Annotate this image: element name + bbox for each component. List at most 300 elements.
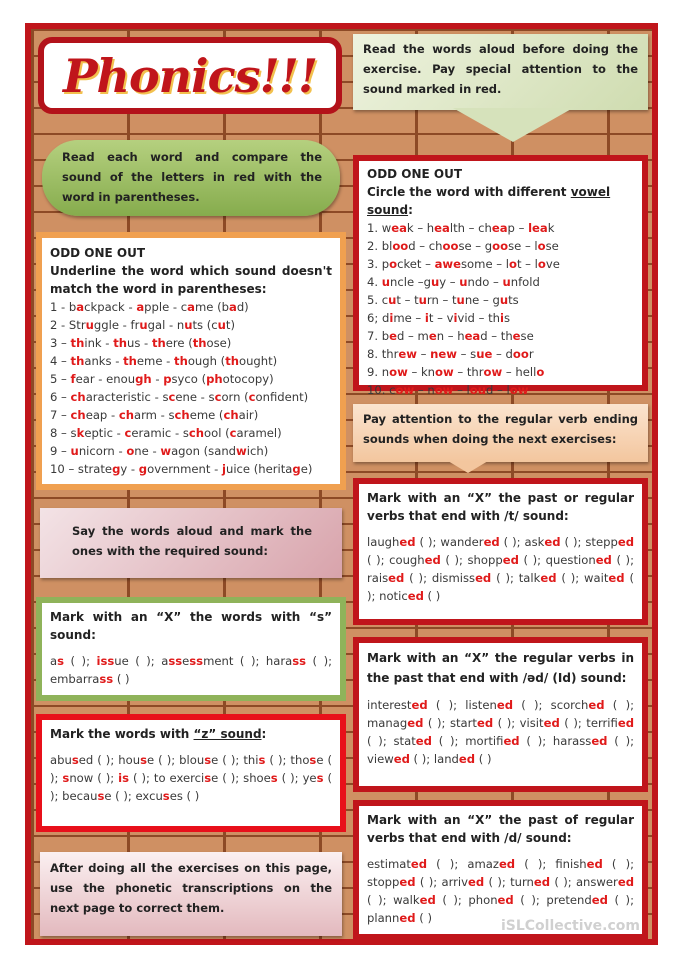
word-text: anks - [84,354,124,368]
left-odd-instruction: Underline the word which sound doesn't match the word in parentheses: [50,264,332,296]
highlighted-sound: oo [512,347,529,361]
highlighted-sound: th [123,354,137,368]
verb-note-callout [353,404,648,478]
word-text: ( ) [423,589,441,603]
highlighted-sound: ed [483,535,500,549]
highlighted-sound: e [389,329,397,343]
word-text: ( ); finish [515,857,587,871]
word-text: otocopy) [222,372,274,386]
word-text: ( ); wander [415,535,484,549]
word-text: d – l [486,383,510,397]
word-text: 1 - b [50,300,77,314]
word-text: 2 - Str [50,318,86,332]
word-text: eme ( [189,408,224,422]
highlighted-sound: ed [399,535,416,549]
word-text: aracteristic - s [85,390,169,404]
word-text: e ( ); excu [104,789,163,803]
word-text: 10 – strate [50,462,113,476]
word-text: ( ); amaz [427,857,499,871]
highlighted-sound: s [258,753,266,767]
word-text: ( ); stat [367,734,416,748]
word-text: ene - s [175,390,215,404]
highlighted-sound: u [502,275,511,289]
instruction-underlined: vowel sound [367,185,611,217]
word-text: eap - [85,408,119,422]
word-text: eptic - [84,426,125,440]
say-note-text: Say the words aloud and mark the ones with the required sound: [72,524,312,558]
word-text: 10. c [367,383,396,397]
highlighted-sound: th [70,354,85,368]
highlighted-sound: iss [96,654,115,668]
s-sound-words [50,652,332,688]
word-text: ( ); ask [499,535,545,549]
highlighted-sound: ed [503,734,520,748]
highlighted-sound: ed [617,535,634,549]
word-text: t – t [396,293,419,307]
highlighted-sound: ow [395,383,415,397]
word-text: k – h [406,221,435,235]
highlighted-sound: u [139,318,148,332]
list-item [50,388,332,406]
after-note [40,852,342,936]
left-odd-one-out-box [36,232,346,490]
page-title: Phonics!!! [62,48,318,103]
word-text: 5. c [367,293,389,307]
word-text: 6 – [50,390,71,404]
word-text: 7. b [367,329,390,343]
highlighted-sound: ue [476,347,493,361]
after-note-text: After doing all the exercises on this page, use the phonetic transcriptions on the next page to correct them. [50,861,332,915]
highlighted-sound: gh [135,372,152,386]
highlighted-sound: c [124,426,132,440]
highlighted-sound: f [70,372,76,386]
word-text: interest [367,698,412,712]
word-text: d – ch [408,239,443,253]
highlighted-sound: ed [399,875,416,889]
list-item [367,309,634,327]
list-item [367,237,634,255]
word-text: ( ); harass [519,734,592,748]
highlighted-sound: th [70,336,85,350]
highlighted-sound: th [174,354,188,368]
highlighted-sound: u [70,444,79,458]
list-item [50,370,332,388]
highlighted-sound: ed [591,893,608,907]
word-text: ( ); notic [367,571,634,603]
highlighted-sound: s [140,753,147,767]
highlighted-sound: u [388,293,397,307]
word-text: me (b [195,300,229,314]
highlighted-sound: o [508,257,517,271]
highlighted-sound: ow [389,365,408,379]
highlighted-sound: ed [608,571,625,585]
s-sound-heading: Mark with an “X” the words with “s” sound: [50,610,332,642]
top-note-text: Read the words aloud before doing the exercise. Pay special attention to the sound marked in red. [363,42,638,96]
t-sound-heading: Mark with an “X” the past or regular verbs that end with /t/ sound: [367,491,634,523]
word-text: ( ); rais [367,553,634,585]
right-odd-heading: ODD ONE OUT [367,167,463,181]
word-text: vid – th [457,311,500,325]
word-text: now ( ); [69,771,119,785]
left-odd-list [50,298,332,478]
word-text: ndo – [467,275,503,289]
highlighted-sound: new [430,347,457,361]
highlighted-sound: ed [586,857,603,871]
instruction-colon: : [408,203,413,217]
highlighted-sound: s [316,771,324,785]
word-text: 8 – s [50,426,77,440]
highlighted-sound: ow [483,365,503,379]
t-sound-words [367,533,634,605]
word-text: 5 – [50,372,71,386]
word-text: ear - enou [75,372,136,386]
word-text: p – [507,221,529,235]
highlighted-sound: ed [543,716,560,730]
highlighted-sound: ed [476,716,494,730]
highlighted-sound: e [428,329,437,343]
highlighted-sound: ed [540,571,557,585]
list-item [367,273,634,291]
highlighted-sound: a [187,300,195,314]
left-odd-heading: ODD ONE OUT [50,246,146,260]
highlighted-sound: a [229,300,237,314]
word-text: k [547,221,555,235]
highlighted-sound: s [204,771,212,785]
highlighted-sound: c [214,390,222,404]
word-text: s [503,311,511,325]
word-text: ne - [134,444,161,458]
word-text: a [50,654,58,668]
highlighted-sound: ea [434,221,450,235]
highlighted-sound: s [97,789,105,803]
word-text: orn ( [221,390,249,404]
word-text: ( ); stopp [367,857,634,889]
word-text: ( ); walk [367,893,420,907]
highlighted-sound: a [76,300,85,314]
word-text: – thr [453,365,484,379]
highlighted-sound: ph [206,372,223,386]
word-text: e ( ); [50,753,333,785]
word-text: ( ); land [409,752,459,766]
highlighted-sound: ed [497,893,514,907]
word-text: y - [120,462,139,476]
highlighted-sound: ed [475,571,492,585]
highlighted-sound: ed [498,857,516,871]
word-text: es ( ) [169,789,200,803]
heading-underlined: “z” sound [193,727,262,741]
word-text: overnment - [147,462,222,476]
word-text: ( ); terrifi [559,716,618,730]
word-text: ( ); mortifi [431,734,504,748]
word-text: ( ); cough [367,553,425,567]
highlighted-sound: a [136,300,145,314]
highlighted-sound: ed [393,752,410,766]
word-text: ( ); listen [427,698,497,712]
highlighted-sound: ed [424,553,441,567]
word-text: d – m [396,329,429,343]
s-sound-exercise [36,597,346,701]
highlighted-sound: w [236,444,247,458]
word-text: t – v [428,311,454,325]
id-sound-words [367,696,634,768]
highlighted-sound: i [424,311,429,325]
word-text: arm - s [133,408,175,422]
verb-note-text: Pay attention to the regular verb ending sounds when doing the next exercises: [363,412,638,446]
word-text: gal - n [147,318,185,332]
highlighted-sound: u [381,275,391,289]
word-text: ( ); scorch [513,698,589,712]
list-item [367,345,634,363]
list-item [50,334,332,352]
highlighted-sound: is [118,771,130,785]
z-sound-exercise [36,714,346,832]
word-text: – s [457,347,477,361]
word-text: ( ); arriv [415,875,468,889]
word-text: ( ); view [367,734,634,766]
word-text: - [151,372,164,386]
highlighted-sound: ed [588,698,605,712]
word-text: ts (c [192,318,218,332]
heading-colon: : [261,727,267,741]
list-item [50,424,332,442]
highlighted-sound: u [418,293,427,307]
word-text: eramic - s [131,426,189,440]
highlighted-sound: lea [528,221,548,235]
heading-text: Mark the words with [50,727,194,741]
highlighted-sound: u [499,293,509,307]
highlighted-sound: ed [388,571,405,585]
word-text: air) [238,408,259,422]
highlighted-sound: ea [464,329,481,343]
word-text: e ( ); thi [211,753,259,767]
highlighted-sound: ed [407,716,424,730]
word-text: ( ) [415,911,432,925]
watermark: iSLCollective.com [500,918,640,934]
highlighted-sound: ch [188,426,205,440]
id-sound-exercise [353,637,648,792]
highlighted-sound: ow [509,383,529,397]
word-text: ( ); to exerci [129,771,205,785]
highlighted-sound: u [217,318,226,332]
word-text: cket – [397,257,435,271]
word-text: t) [225,318,235,332]
highlighted-sound: ch [118,408,134,422]
highlighted-sound: o [537,257,546,271]
word-text: ( ); answer [550,875,618,889]
word-text: – hell [502,365,537,379]
word-text: ( ); ye [277,771,317,785]
word-text: n – h [436,329,465,343]
list-item [367,219,634,237]
highlighted-sound: ed [591,734,608,748]
word-text: pple - c [144,300,188,314]
word-text: ( ); manag [367,698,634,730]
word-text: 3. p [367,257,390,271]
word-text: – [417,347,431,361]
word-text: ( ); pretend [513,893,592,907]
highlighted-sound: u [85,318,94,332]
highlighted-sound: ed [617,716,635,730]
word-text: ( ); visit [493,716,544,730]
word-text: eme - [136,354,175,368]
highlighted-sound: ed [407,589,424,603]
list-item [50,316,332,334]
word-text: agon (sand [171,444,237,458]
word-text: ( ); stepp [560,535,618,549]
highlighted-sound: th [192,336,207,350]
word-text: 9 – [50,444,71,458]
word-text: some – l [461,257,509,271]
highlighted-sound: ss [99,672,114,686]
word-text: ( ) [113,672,130,686]
word-text: ool ( [204,426,230,440]
list-item [367,291,634,309]
word-text: ts [508,293,519,307]
word-text: y – [439,275,460,289]
highlighted-sound: oo [392,239,409,253]
highlighted-sound: g [292,462,301,476]
word-text: ne – g [464,293,500,307]
highlighted-sound: u [456,293,465,307]
highlighted-sound: w [160,444,172,458]
list-item [367,381,634,399]
highlighted-sound: u [430,275,440,289]
word-text: ( ); turn [484,875,534,889]
z-sound-words [50,751,332,805]
word-text: se [545,239,559,253]
d-sound-exercise [353,800,648,940]
instruction-text: Circle the word with different [367,185,571,199]
highlighted-sound: u [184,318,193,332]
word-text: – n [414,383,435,397]
word-text: laugh [367,535,400,549]
word-text: ( ); phon [435,893,498,907]
word-text: 6; d [367,311,390,325]
highlighted-sound: ea [491,221,508,235]
highlighted-sound: ss [292,654,307,668]
highlighted-sound: c [168,390,176,404]
highlighted-sound: k [76,426,85,440]
highlighted-sound: ed [415,734,432,748]
highlighted-sound: ch [223,408,239,422]
highlighted-sound: ow [434,383,454,397]
list-item [50,406,332,424]
highlighted-sound: j [221,462,226,476]
highlighted-sound: th [225,354,239,368]
highlighted-sound: ow [435,365,454,379]
top-note-callout [353,34,648,144]
word-text: rn – t [426,293,457,307]
word-text: ( ); start [423,716,477,730]
word-text: – d [492,347,513,361]
word-text: 4 – [50,354,71,368]
highlighted-sound: i [499,311,504,325]
list-item [367,327,634,345]
word-text: t – l [516,257,538,271]
say-note [40,508,342,578]
word-text: – kn [407,365,436,379]
word-text: 1. w [367,221,392,235]
highlighted-sound: s [270,771,278,785]
word-text: ue ( ); a [114,654,169,668]
word-text: e [182,654,190,668]
word-text: 2. bl [367,239,393,253]
highlighted-sound: i [453,311,458,325]
highlighted-sound: ea [391,221,407,235]
highlighted-sound: ed [468,875,485,889]
highlighted-sound: ch [174,408,190,422]
highlighted-sound: s [71,753,79,767]
highlighted-sound: o [126,444,135,458]
word-text: se [520,329,534,343]
word-text: ed ( ); hou [78,753,141,767]
word-text: ve [545,257,560,271]
highlighted-sound: oo [492,239,509,253]
word-text: lth – ch [449,221,492,235]
word-text: se – g [458,239,493,253]
highlighted-sound: ed [595,553,612,567]
highlighted-sound: th [151,336,166,350]
highlighted-sound: p [163,372,172,386]
word-text: ( ); dismiss [404,571,476,585]
highlighted-sound: ed [410,857,428,871]
highlighted-sound: o [537,239,546,253]
word-text: r [528,347,534,361]
highlighted-sound: i [389,311,394,325]
list-item [50,460,332,478]
word-text: abu [50,753,72,767]
d-sound-heading: Mark with an “X” the past of regular verbs that end with /d/ sound: [367,813,634,845]
highlighted-sound: ss [168,654,183,668]
word-text: us - [126,336,152,350]
highlighted-sound: o [536,365,545,379]
highlighted-sound: ed [502,553,519,567]
title-box [38,37,342,114]
highlighted-sound: ed [419,893,436,907]
highlighted-sound: c [229,426,237,440]
word-text: ough ( [187,354,226,368]
highlighted-sound: c [248,390,256,404]
highlighted-sound: s [162,789,170,803]
list-item [50,352,332,370]
word-text: ose) [206,336,232,350]
highlighted-sound: ed [533,875,551,889]
highlighted-sound: s [309,753,317,767]
word-text: ment ( ); hara [203,654,293,668]
word-text: ink - [84,336,114,350]
d-sound-words [367,855,634,927]
highlighted-sound: o [389,257,398,271]
highlighted-sound: g [138,462,148,476]
word-text: 7 – [50,408,71,422]
word-text: ( ); [64,654,97,668]
highlighted-sound: s [62,771,70,785]
word-text: 3 – [50,336,71,350]
highlighted-sound: th [113,336,127,350]
word-text: nfold [510,275,540,289]
word-text: ( ); embarra [50,654,332,686]
word-text: e ( ); shoe [211,771,271,785]
word-text: se – l [508,239,538,253]
green-note [42,140,340,216]
highlighted-sound: ed [544,535,561,549]
word-text: ( ); shopp [440,553,503,567]
right-odd-one-out-box [353,155,648,397]
word-text: uice (herita [225,462,293,476]
highlighted-sound: u [459,275,468,289]
highlighted-sound: ed [399,911,416,925]
green-note-text: Read each word and compare the sound of the letters in red with the word in parentheses. [62,150,322,204]
